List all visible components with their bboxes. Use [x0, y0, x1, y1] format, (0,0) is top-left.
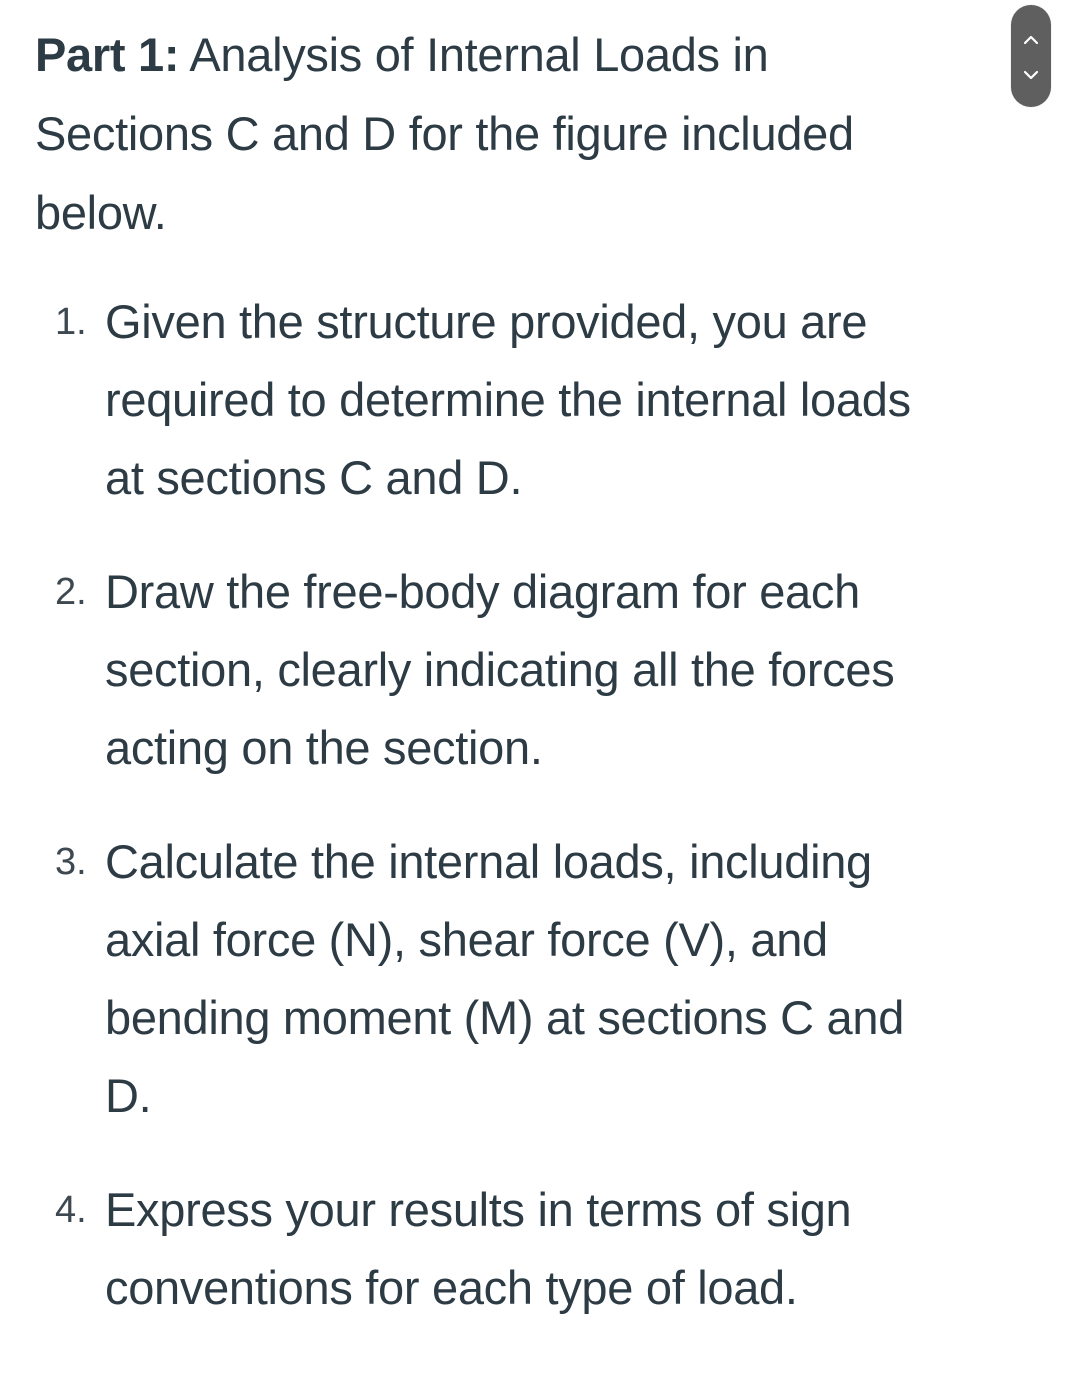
scroll-up-button[interactable] — [1011, 25, 1051, 55]
list-item-line: conventions for each type of load. — [105, 1261, 798, 1314]
list-item — [35, 823, 904, 1135]
list-item-line: bending moment (M) at sections C and — [105, 991, 905, 1044]
scroll-down-button[interactable] — [1011, 60, 1051, 90]
list-item-line: Given the structure provided, you are — [105, 295, 868, 348]
list-item-line: Express your results in terms of sign — [105, 1183, 852, 1236]
list-item — [35, 283, 911, 517]
scroll-navigation-pill — [1011, 5, 1051, 107]
list-number: 4. — [55, 1189, 87, 1231]
list-item — [35, 1171, 851, 1327]
part-label: Part 1: — [35, 28, 180, 81]
list-item-line: required to determine the internal loads — [105, 373, 911, 426]
list-item-line: at sections C and D. — [105, 451, 523, 504]
list-item-line: Draw the free-body diagram for each — [105, 565, 860, 618]
list-item — [35, 553, 894, 787]
list-item-line: acting on the section. — [105, 721, 543, 774]
intro-line-3: below. — [35, 186, 167, 239]
chevron-down-icon — [1023, 70, 1039, 80]
chevron-up-icon — [1023, 35, 1039, 45]
document-content — [35, 0, 1045, 1314]
list-number: 1. — [55, 301, 87, 343]
list-number: 2. — [55, 571, 87, 613]
list-item-line: Calculate the internal loads, including — [105, 835, 872, 888]
list-number: 3. — [55, 841, 87, 883]
intro-line-1 — [35, 15, 1045, 94]
list-item-line: D. — [105, 1069, 152, 1122]
intro-text: Analysis of Internal Loads in — [179, 28, 769, 81]
list-item-line: section, clearly indicating all the forces — [105, 643, 895, 696]
intro-line-2: Sections C and D for the figure included — [35, 107, 854, 160]
intro-paragraph — [35, 0, 1045, 252]
list-item-line: axial force (N), shear force (V), and — [105, 913, 828, 966]
